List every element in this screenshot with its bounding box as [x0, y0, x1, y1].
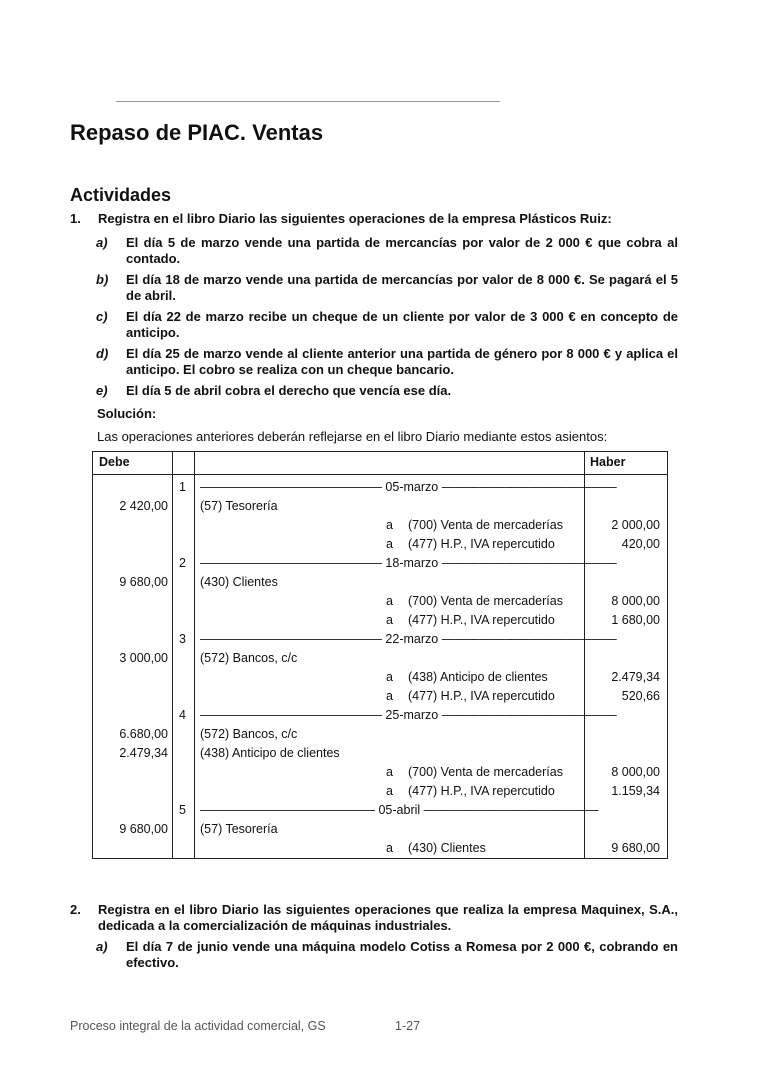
item-letter: e)	[96, 383, 108, 398]
credit-account: (700) Venta de mercaderías	[408, 594, 563, 608]
item-letter: c)	[96, 309, 108, 324]
credit-marker: a	[386, 613, 393, 627]
item-text: El día 25 de marzo vende al cliente anterior una partida de género por 8 000 € y aplica el anticipo. El cobro se realiza con un cheque bancario.	[126, 346, 678, 377]
page-title: Repaso de PIAC. Ventas	[70, 120, 324, 145]
journal-row	[93, 803, 667, 821]
credit-marker: a	[386, 841, 393, 855]
journal-row	[93, 480, 667, 498]
question-text: Registra en el libro Diario las siguientes operaciones que realiza la empresa Maquinex, S.A., dedicada a la comercialización de máquinas industriales.	[98, 902, 678, 933]
journal-table	[92, 451, 668, 859]
credit-amount: 8 000,00	[611, 765, 660, 779]
debit-amount: 9 680,00	[119, 822, 168, 836]
journal-row	[93, 537, 667, 555]
debit-amount: 2.479,34	[119, 746, 168, 760]
journal-row	[93, 575, 667, 593]
credit-account: (477) H.P., IVA repercutido	[408, 784, 555, 798]
item-letter: b)	[96, 272, 109, 287]
question-text: Registra en el libro Diario las siguientes operaciones de la empresa Plásticos Ruiz:	[98, 211, 612, 226]
solution-label: Solución:	[97, 406, 157, 421]
credit-account: (477) H.P., IVA repercutido	[408, 613, 555, 627]
debit-account: (438) Anticipo de clientes	[200, 746, 340, 760]
page-number: 1-27	[395, 1019, 421, 1033]
journal-row	[93, 746, 667, 764]
credit-marker: a	[386, 784, 393, 798]
item-text: El día 7 de junio vende una máquina modelo Cotiss a Romesa por 2 000 €, cobrando en efectivo.	[126, 939, 678, 970]
journal-row	[93, 727, 667, 745]
credit-amount: 1.159,34	[611, 784, 660, 798]
question-number: 1.	[70, 211, 81, 226]
debit-account: (572) Bancos, c/c	[200, 727, 298, 741]
debit-account: (430) Clientes	[200, 575, 278, 589]
item-letter: a)	[96, 939, 108, 954]
entry-number: 1	[179, 480, 186, 494]
credit-account: (477) H.P., IVA repercutido	[408, 537, 555, 551]
credit-account: (700) Venta de mercaderías	[408, 765, 563, 779]
journal-row	[93, 651, 667, 669]
debit-amount: 9 680,00	[119, 575, 168, 589]
debit-account: (572) Bancos, c/c	[200, 651, 298, 665]
credit-marker: a	[386, 594, 393, 608]
credit-account: (700) Venta de mercaderías	[408, 518, 563, 532]
credit-marker: a	[386, 518, 393, 532]
footer-text: Proceso integral de la actividad comercial, GS	[70, 1019, 326, 1033]
journal-row	[93, 670, 667, 688]
debit-amount: 2 420,00	[119, 499, 168, 513]
credit-amount: 2.479,34	[611, 670, 660, 684]
credit-marker: a	[386, 537, 393, 551]
credit-account: (477) H.P., IVA repercutido	[408, 689, 555, 703]
journal-row	[93, 689, 667, 707]
entry-number: 2	[179, 556, 186, 570]
journal-row	[93, 841, 667, 859]
journal-row	[93, 556, 667, 574]
entry-number: 5	[179, 803, 186, 817]
credit-marker: a	[386, 670, 393, 684]
item-letter: a)	[96, 235, 108, 250]
journal-row	[93, 708, 667, 726]
item-text: El día 18 de marzo vende una partida de mercancías por valor de 8 000 €. Se pagará el 5 de abril.	[126, 272, 678, 303]
credit-amount: 9 680,00	[611, 841, 660, 855]
debit-account: (57) Tesorería	[200, 499, 278, 513]
journal-row	[93, 594, 667, 612]
item-text: El día 5 de abril cobra el derecho que vencía ese día.	[126, 383, 452, 398]
item-letter: d)	[96, 346, 109, 361]
credit-amount: 420,00	[621, 537, 660, 551]
credit-account: (438) Anticipo de clientes	[408, 670, 548, 684]
item-text: El día 5 de marzo vende una partida de mercancías por valor de 2 000 € que cobra al contado.	[126, 235, 678, 266]
credit-marker: a	[386, 689, 393, 703]
credit-account: (430) Clientes	[408, 841, 486, 855]
entry-number: 4	[179, 708, 186, 722]
entry-number: 3	[179, 632, 186, 646]
journal-header	[93, 452, 667, 475]
credit-header: Haber	[590, 455, 626, 469]
header-rule	[116, 101, 500, 102]
journal-row	[93, 632, 667, 650]
section-heading: Actividades	[70, 185, 172, 205]
entry-date: ——————————————– 22-marzo ——————————————	[200, 632, 617, 646]
item-text: El día 22 de marzo recibe un cheque de un cliente por valor de 3 000 € en concepto de anticipo.	[126, 309, 678, 340]
journal-row	[93, 765, 667, 783]
credit-marker: a	[386, 765, 393, 779]
entry-date: ——————————————– 18-marzo ——————————————	[200, 556, 617, 570]
debit-amount: 3 000,00	[119, 651, 168, 665]
entry-date: —————————————— 05-abril ——————————————	[200, 803, 599, 817]
journal-row	[93, 822, 667, 840]
entry-date: ——————————————– 05-marzo ——————————————	[200, 480, 617, 494]
question-number: 2.	[70, 902, 81, 917]
credit-amount: 1 680,00	[611, 613, 660, 627]
entry-date: ——————————————– 25-marzo ——————————————	[200, 708, 617, 722]
journal-row	[93, 518, 667, 536]
debit-amount: 6.680,00	[119, 727, 168, 741]
credit-amount: 2 000,00	[611, 518, 660, 532]
credit-amount: 520,66	[621, 689, 660, 703]
debit-header: Debe	[99, 455, 130, 469]
solution-text: Las operaciones anteriores deberán reflejarse en el libro Diario mediante estos asientos:	[97, 429, 608, 444]
debit-account: (57) Tesorería	[200, 822, 278, 836]
journal-row	[93, 499, 667, 517]
credit-amount: 8 000,00	[611, 594, 660, 608]
journal-row	[93, 784, 667, 802]
journal-row	[93, 613, 667, 631]
